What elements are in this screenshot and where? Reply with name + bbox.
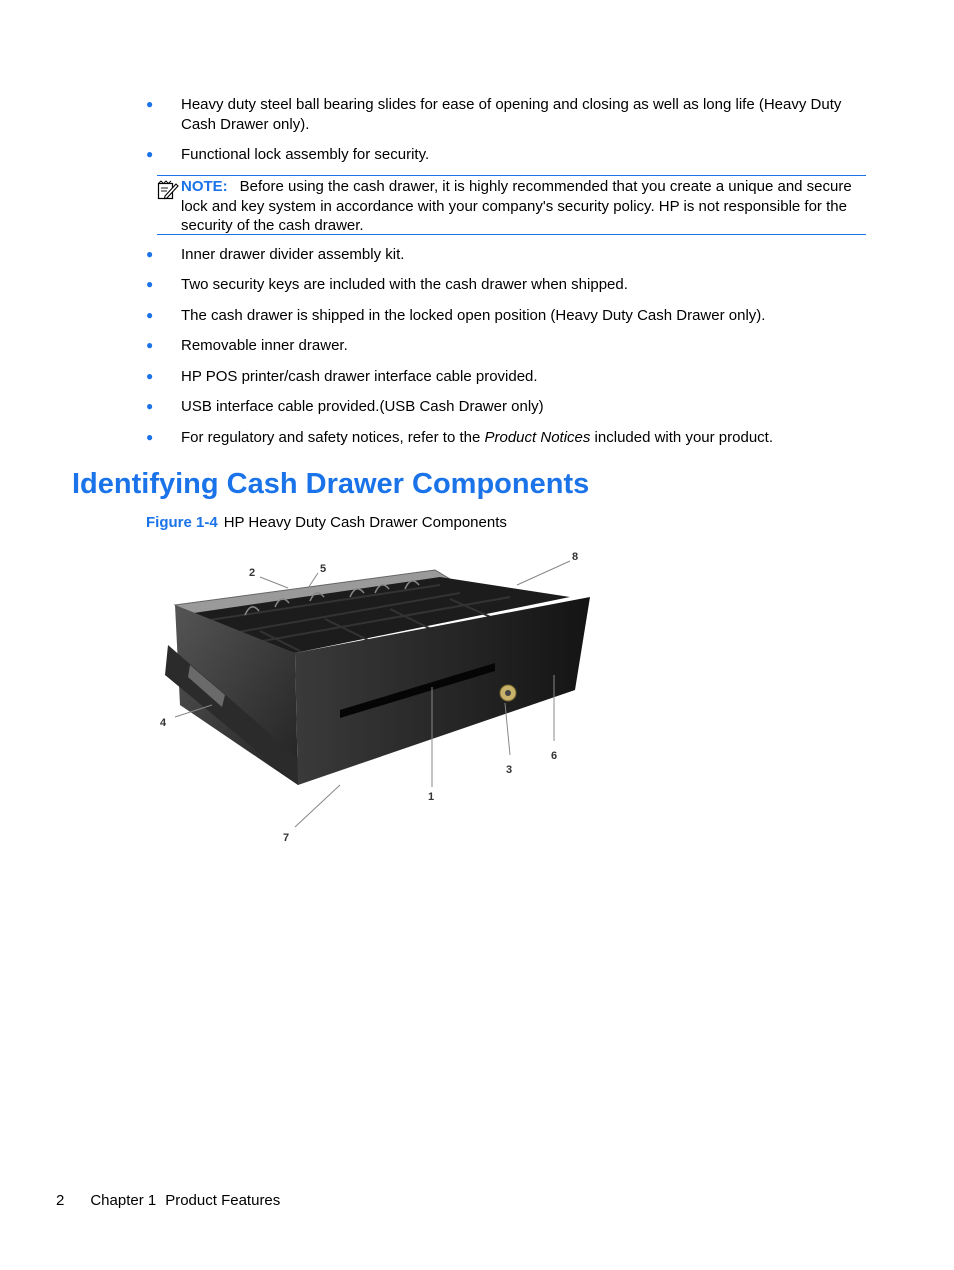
bullet-icon: ● <box>146 147 154 161</box>
figure-caption <box>146 513 507 533</box>
bullet-icon: ● <box>146 97 154 111</box>
note-box <box>157 175 866 235</box>
bullet-icon: ● <box>146 247 154 261</box>
callout-4: 4 <box>160 717 167 729</box>
cash-drawer-figure <box>150 545 600 850</box>
product-notices-title: Product Notices <box>484 429 591 446</box>
bullet-icon: ● <box>146 277 154 291</box>
bullet-icon: ● <box>146 399 154 413</box>
bullet-icon: ● <box>146 338 154 352</box>
callout-1: 1 <box>428 791 435 803</box>
callout-6: 6 <box>551 750 558 762</box>
bullet-icon: ● <box>146 369 154 383</box>
chapter-number: Chapter 1 <box>90 1192 157 1209</box>
callout-8: 8 <box>572 551 579 563</box>
figure-caption-text: HP Heavy Duty Cash Drawer Components <box>223 514 507 531</box>
callout-7: 7 <box>283 832 290 844</box>
note-body: Before using the cash drawer, it is highly recommended that you create a unique and secure lock and key system in accordance with your company's security policy. HP is not responsible for the security of the cash drawer. <box>181 178 852 234</box>
callout-2: 2 <box>249 567 256 579</box>
bullet-icon: ● <box>146 308 154 322</box>
callout-5: 5 <box>320 563 327 575</box>
note-text <box>181 177 866 236</box>
figure-label: Figure 1-4 <box>146 514 218 531</box>
callout-3: 3 <box>506 764 513 776</box>
bullet-icon: ● <box>146 430 154 444</box>
chapter-title: Product Features <box>165 1192 281 1209</box>
note-label: NOTE: <box>181 178 228 195</box>
page-footer <box>56 1191 289 1211</box>
note-pencil-icon <box>157 179 179 201</box>
section-title: Identifying Cash Drawer Components <box>72 468 590 500</box>
page-number: 2 <box>56 1192 65 1209</box>
